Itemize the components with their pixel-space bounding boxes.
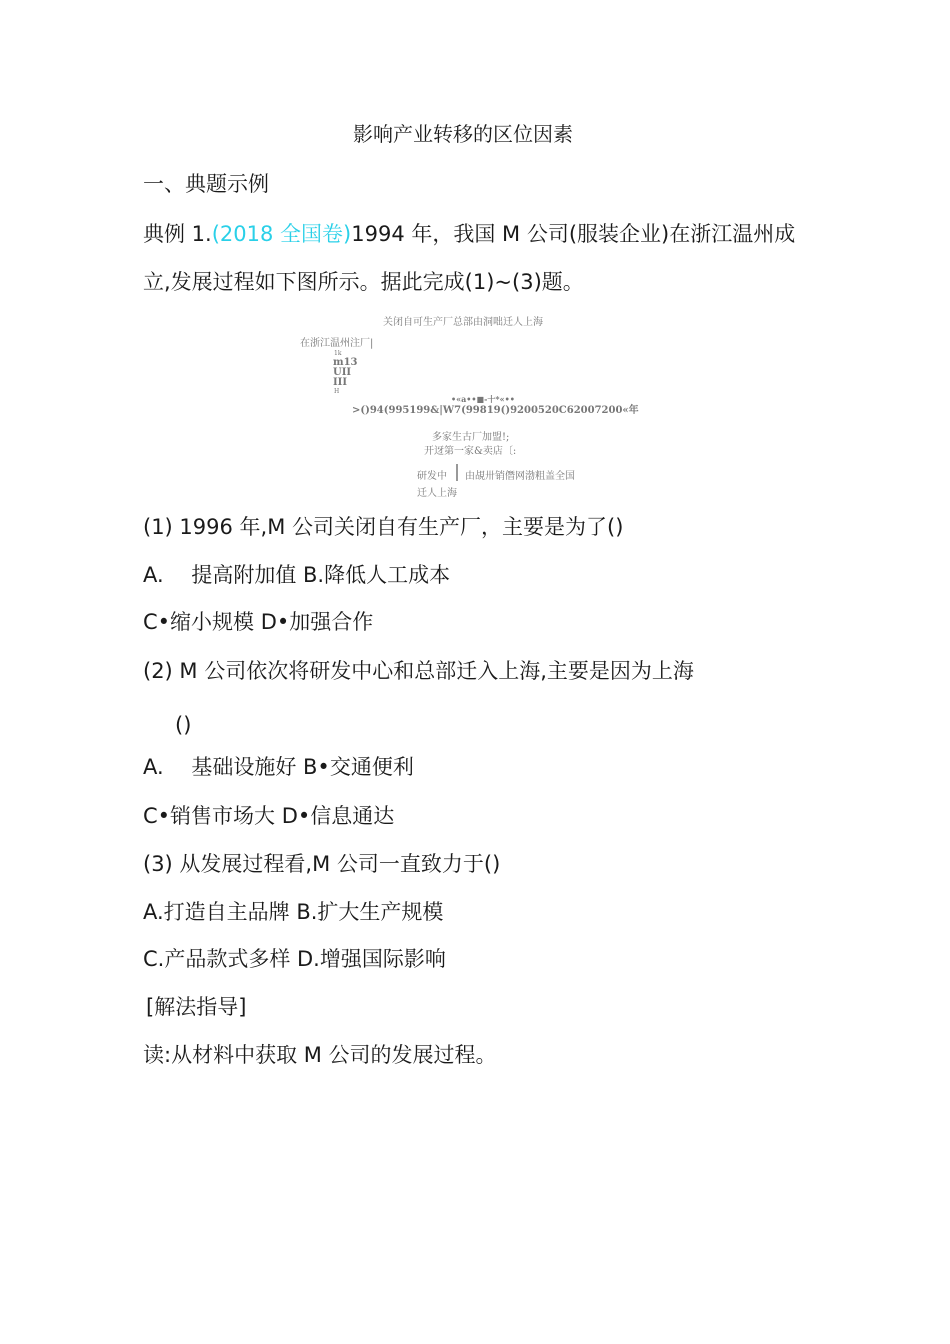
figure-tick-m13: m13 [333,357,358,368]
question-2-stem-cont: () [175,713,192,737]
figure-tick-small2: H [334,388,340,395]
figure-label-rd: 研发中 [417,471,447,482]
figure-tick-small1: 1k [334,350,342,357]
figure-tick-iii: III [333,377,348,388]
question-1-options-ab: A. 提高附加值 B.降低人工成本 [143,563,451,587]
question-3-options-ab: A.打造自主品牌 B.扩大生产规模 [143,900,444,924]
figure-top-label-text: 关闭自可生产厂总部由洞咄 [383,317,503,328]
figure-divider-bar [456,464,458,481]
question-2-options-cd: C•销售市场大 D•信息通达 [143,804,395,828]
method-heading: [解法指导] [146,995,247,1019]
read-line: 读:从材料中获取 M 公司的发展过程。 [143,1043,497,1067]
figure-dots: •«a••■-十*«•• [451,394,515,404]
figure-top-label [383,317,543,329]
figure-label-franchise: 多家生古厂加盟!; [432,432,510,443]
question-2-stem: (2) M 公司依次将研发中心和总部迁入上海,主要是因为上海 [143,659,694,683]
example-prefix: 典例 1. [143,222,212,246]
figure-label-move: 迁人上海 [417,488,457,499]
figure-top-label-italic: 迁人上海 [503,317,543,328]
figure-label-store: 开迓第一家&卖店〔: [424,446,517,457]
example-text-line1: 1994 年，我国 M 公司(服装企业)在浙江温州成 [351,222,796,246]
question-3-options-cd: C.产品款式多样 D.增强国际影响 [143,947,446,971]
page-title: 影响产业转移的区位因素 [353,122,573,146]
figure-tick-uii: UII [333,367,352,378]
figure-label-network: 由覘卅销僭网渤粗盖全国 [465,471,575,482]
question-2-options-ab: A. 基础设施好 B•交通便利 [143,755,414,779]
question-3-stem: (3) 从发展过程看,M 公司一直致力于() [143,852,501,876]
figure-timeline: >()94(995199&|W7(99819()9200520C62007200«年 [352,405,639,416]
example-source: (2018 全国卷) [211,222,352,246]
section-heading: 一、典题示例 [143,172,269,196]
figure-left-label: 在浙江温州注厂| [300,338,374,349]
example-intro-line1 [143,220,795,248]
question-1-options-cd: C•缩小规模 D•加强合作 [143,610,374,634]
question-1-stem: (1) 1996 年,M 公司关闭自有生产厂，主要是为了() [143,515,624,539]
example-intro-line2: 立,发展过程如下图所示。据此完成(1)~(3)题。 [143,270,584,294]
